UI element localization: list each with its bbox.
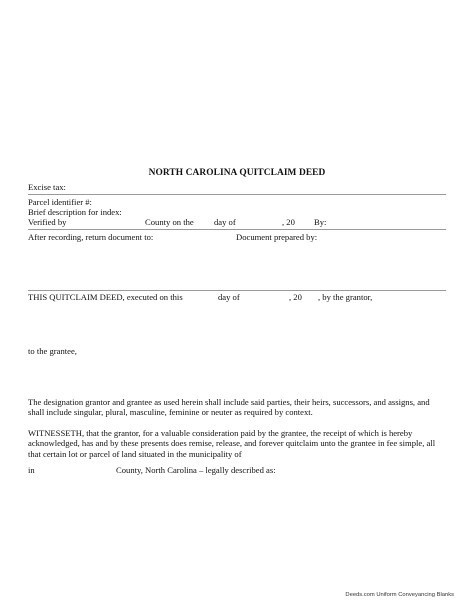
rule-below-verified xyxy=(28,229,446,230)
after-recording-label: After recording, return document to: xyxy=(28,232,154,242)
witnesseth-paragraph: WITNESSETH, that the grantor, for a valuable consideration paid by the grantee, the receipt of which is hereby acknowledged, has and by these presents does remise, release, and forever quitclaim unto the grantee in fee simple, all that certain lot or parcel of land situated in the municipality of xyxy=(28,428,436,459)
excise-tax-label: Excise tax: xyxy=(28,182,66,192)
year-label: , 20 xyxy=(282,217,295,227)
rule-below-recording xyxy=(28,290,446,291)
rule-below-excise xyxy=(28,194,446,195)
executed-intro: THIS QUITCLAIM DEED, executed on this xyxy=(28,292,183,302)
brief-description-label: Brief description for index: xyxy=(28,207,122,217)
designation-paragraph: The designation grantor and grantee as used herein shall include said parties, their heirs, successors, and assigns, and shall include singular, plural, masculine, feminine or neuter as required by context. xyxy=(28,397,430,418)
executed-year: , 20 xyxy=(289,292,302,302)
in-label: in xyxy=(28,465,35,475)
county-nc-label: County, North Carolina – legally described as: xyxy=(116,465,276,475)
parcel-identifier-label: Parcel identifier #: xyxy=(28,197,92,207)
executed-by-grantor: , by the grantor, xyxy=(318,292,373,302)
document-prepared-by-label: Document prepared by: xyxy=(236,232,318,242)
executed-day-of: day of xyxy=(218,292,240,302)
by-label: By: xyxy=(314,217,327,227)
day-of-label: day of xyxy=(214,217,236,227)
verified-by-label: Verified by xyxy=(28,217,67,227)
county-on-the-label: County on the xyxy=(145,217,194,227)
to-grantee-label: to the grantee, xyxy=(28,346,77,356)
footer-credit: Deeds.com Uniform Conveyancing Blanks xyxy=(345,592,454,598)
page-title: NORTH CAROLINA QUITCLAIM DEED xyxy=(148,168,326,178)
